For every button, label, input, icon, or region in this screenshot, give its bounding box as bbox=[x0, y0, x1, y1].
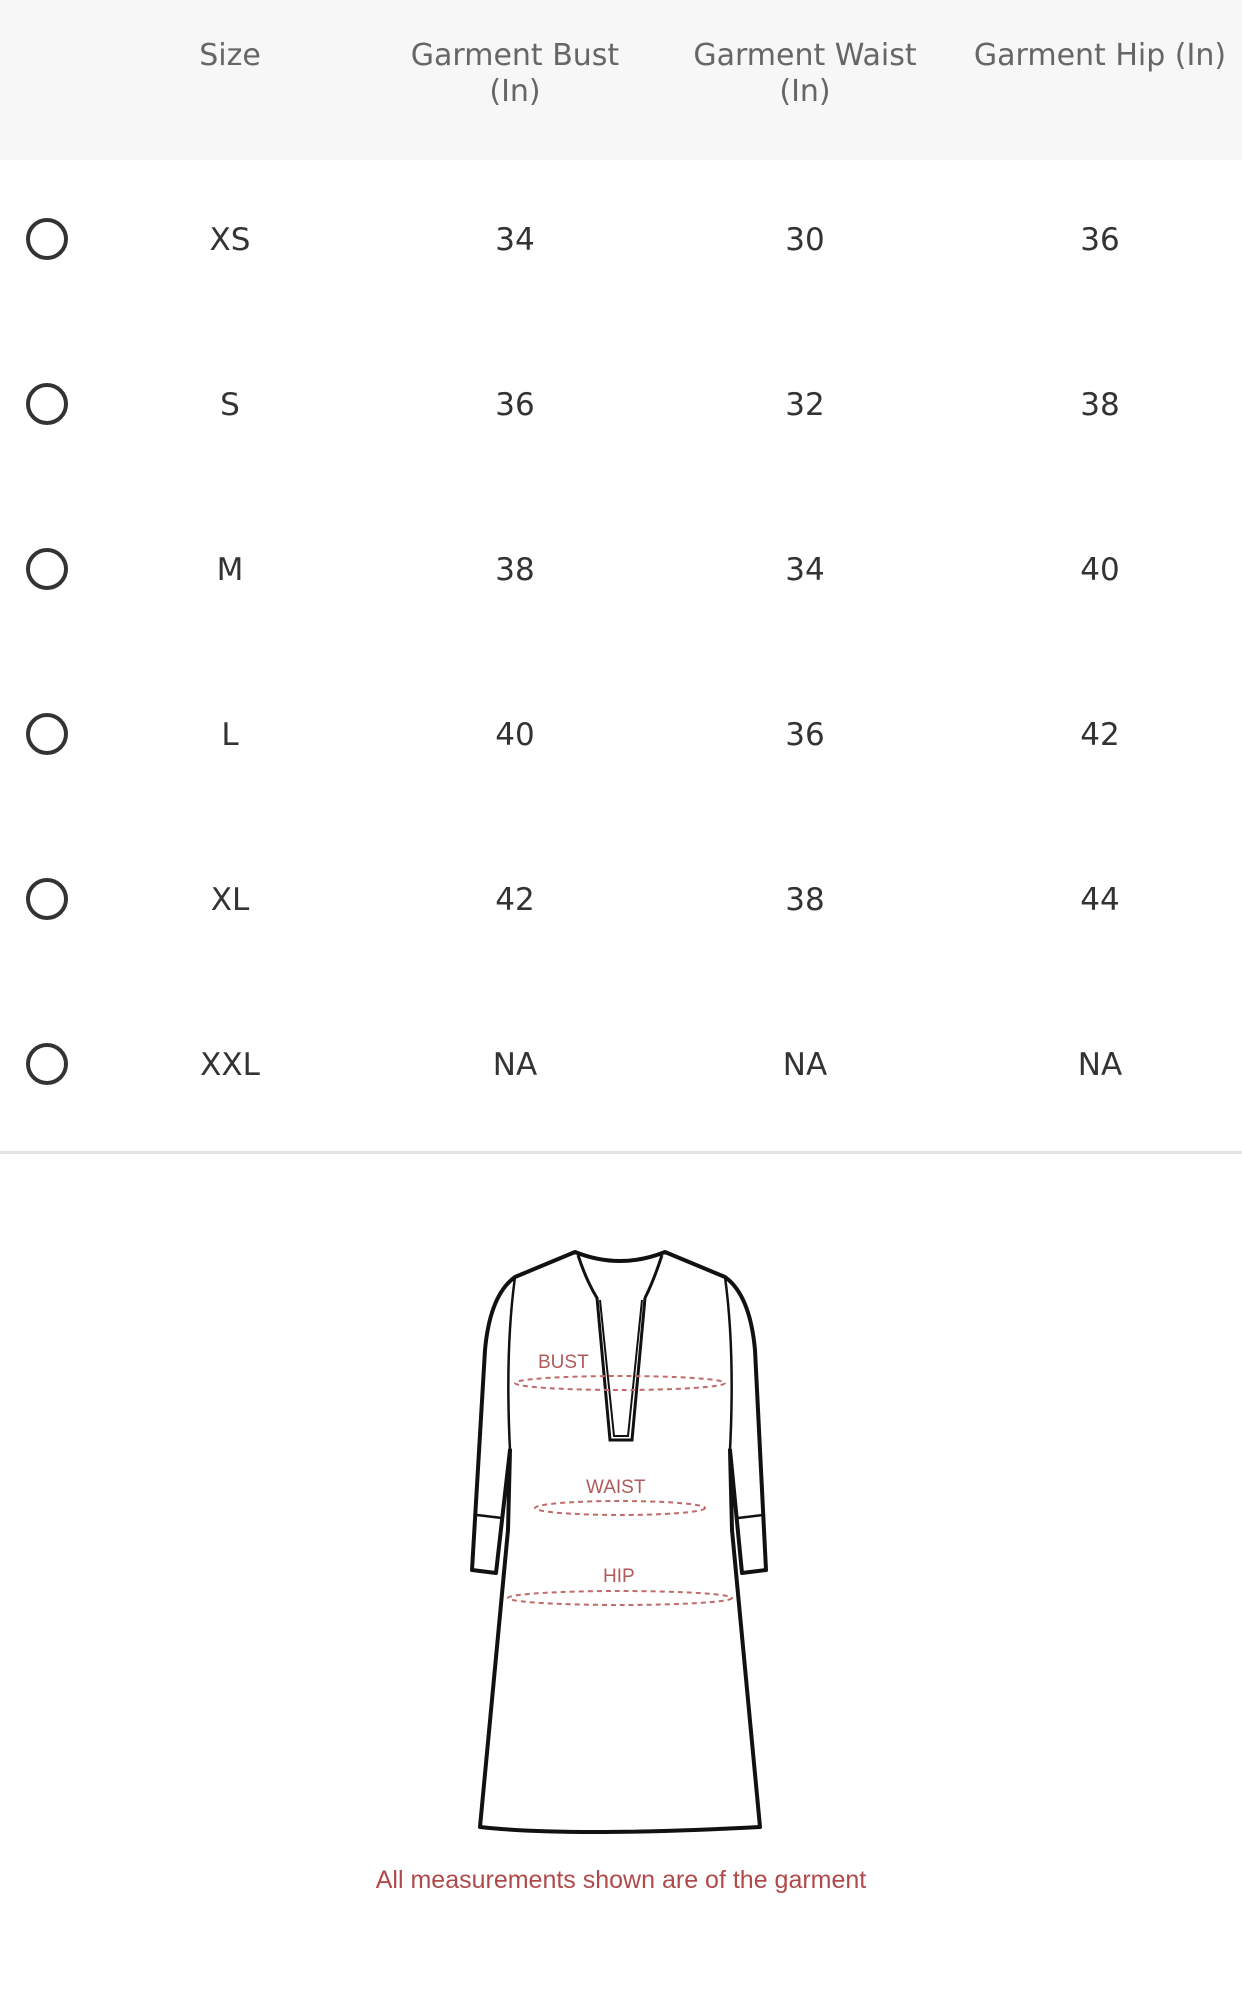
hip-value: 38 bbox=[1080, 387, 1120, 423]
waist-value: 34 bbox=[785, 552, 825, 588]
size-value: S bbox=[220, 387, 240, 423]
measurement-caption: All measurements shown are of the garment bbox=[375, 1866, 867, 1894]
size-radio-xl[interactable] bbox=[26, 878, 68, 920]
hip-value: 44 bbox=[1080, 882, 1120, 918]
bust-value: 36 bbox=[495, 387, 535, 423]
size-row-m[interactable] bbox=[0, 490, 1242, 655]
hip-label: HIP bbox=[603, 1566, 635, 1587]
size-value: XS bbox=[209, 222, 251, 258]
waist-label: WAIST bbox=[586, 1477, 646, 1498]
bust-value: NA bbox=[492, 1047, 538, 1083]
size-row-xl[interactable] bbox=[0, 820, 1242, 985]
size-value: XXL bbox=[200, 1047, 260, 1083]
bust-value: 42 bbox=[495, 882, 535, 918]
size-value: XL bbox=[210, 882, 250, 918]
waist-value: 32 bbox=[785, 387, 825, 423]
size-radio-xxl[interactable] bbox=[26, 1043, 68, 1085]
hip-value: 42 bbox=[1080, 717, 1120, 753]
bust-value: 34 bbox=[495, 222, 535, 258]
bust-value: 38 bbox=[495, 552, 535, 588]
header-size: Size bbox=[199, 38, 261, 73]
size-row-s[interactable] bbox=[0, 325, 1242, 490]
size-row-xxl[interactable] bbox=[0, 985, 1242, 1150]
hip-value: NA bbox=[1077, 1047, 1123, 1083]
size-value: L bbox=[221, 717, 239, 753]
size-radio-l[interactable] bbox=[26, 713, 68, 755]
waist-value: 30 bbox=[785, 222, 825, 258]
size-chart-header bbox=[0, 0, 1242, 160]
size-radio-m[interactable] bbox=[26, 548, 68, 590]
size-row-l[interactable] bbox=[0, 655, 1242, 820]
size-radio-xs[interactable] bbox=[26, 218, 68, 260]
header-garment-hip: Garment Hip (In) bbox=[973, 38, 1227, 73]
bust-label: BUST bbox=[538, 1352, 589, 1373]
divider bbox=[0, 1151, 1242, 1154]
waist-value: 36 bbox=[785, 717, 825, 753]
waist-value: NA bbox=[782, 1047, 828, 1083]
hip-value: 40 bbox=[1080, 552, 1120, 588]
kurta-measurement-diagram bbox=[450, 1240, 790, 1850]
size-value: M bbox=[216, 552, 244, 588]
header-garment-bust: Garment Bust (In) bbox=[410, 38, 620, 109]
waist-value: 38 bbox=[785, 882, 825, 918]
size-radio-s[interactable] bbox=[26, 383, 68, 425]
size-row-xs[interactable] bbox=[0, 160, 1242, 325]
bust-value: 40 bbox=[495, 717, 535, 753]
hip-value: 36 bbox=[1080, 222, 1120, 258]
header-garment-waist: Garment Waist (In) bbox=[693, 38, 917, 109]
kurta-outline bbox=[472, 1252, 766, 1832]
